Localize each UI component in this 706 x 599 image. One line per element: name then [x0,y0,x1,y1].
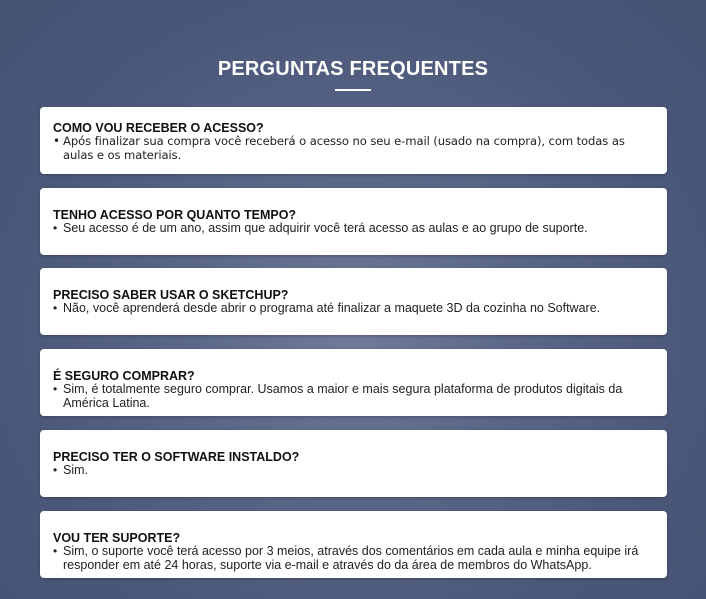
faq-card-tempo [40,188,667,255]
faq-answer-text: Seu acesso é de um ano, assim que adquirir você terá acesso as aulas e ao grupo de suporte. [63,221,588,235]
bullet-icon: • [53,301,58,315]
faq-answer [53,464,657,478]
bullet-icon: • [53,134,60,148]
faq-question: PRECISO TER O SOFTWARE INSTALDO? [53,450,300,464]
faq-question: VOU TER SUPORTE? [53,531,181,545]
faq-question: TENHO ACESSO POR QUANTO TEMPO? [53,208,297,222]
faq-card-software [40,430,667,497]
faq-card-seguro [40,349,667,416]
faq-answer [53,222,657,236]
faq-question: PRECISO SABER USAR O SKETCHUP? [53,288,289,302]
faq-answer [53,545,657,572]
title-underline-divider [335,89,371,91]
faq-answer [53,383,657,410]
page-title: PERGUNTAS FREQUENTES [217,58,489,80]
bullet-icon: • [53,382,58,396]
faq-card-acesso [40,107,667,174]
faq-answer [53,302,657,316]
bullet-icon: • [53,544,58,558]
faq-answer-text: Sim. [63,463,88,477]
faq-answer-text: Sim, é totalmente seguro comprar. Usamos a maior e mais segura plataforma de produtos digitais da América Latina. [63,382,623,410]
faq-card-sketchup [40,268,667,335]
bullet-icon: • [53,221,58,235]
faq-answer-text: Sim, o suporte você terá acesso por 3 meios, através dos comentários em cada aula e minha equipe irá responder em até 24 horas, suporte via e-mail e através do da área de membros do WhatsApp. [63,544,639,572]
faq-question: É SEGURO COMPRAR? [53,369,195,383]
faq-answer [53,135,657,162]
bullet-icon: • [53,463,58,477]
faq-answer-text: Após finalizar sua compra você receberá o acesso no seu e-mail (usado na compra), com todas as aulas e os materiais. [63,134,625,162]
faq-answer-text: Não, você aprenderá desde abrir o programa até finalizar a maquete 3D da cozinha no Software. [63,301,601,315]
faq-card-suporte [40,511,667,578]
faq-question: COMO VOU RECEBER O ACESSO? [53,121,264,135]
